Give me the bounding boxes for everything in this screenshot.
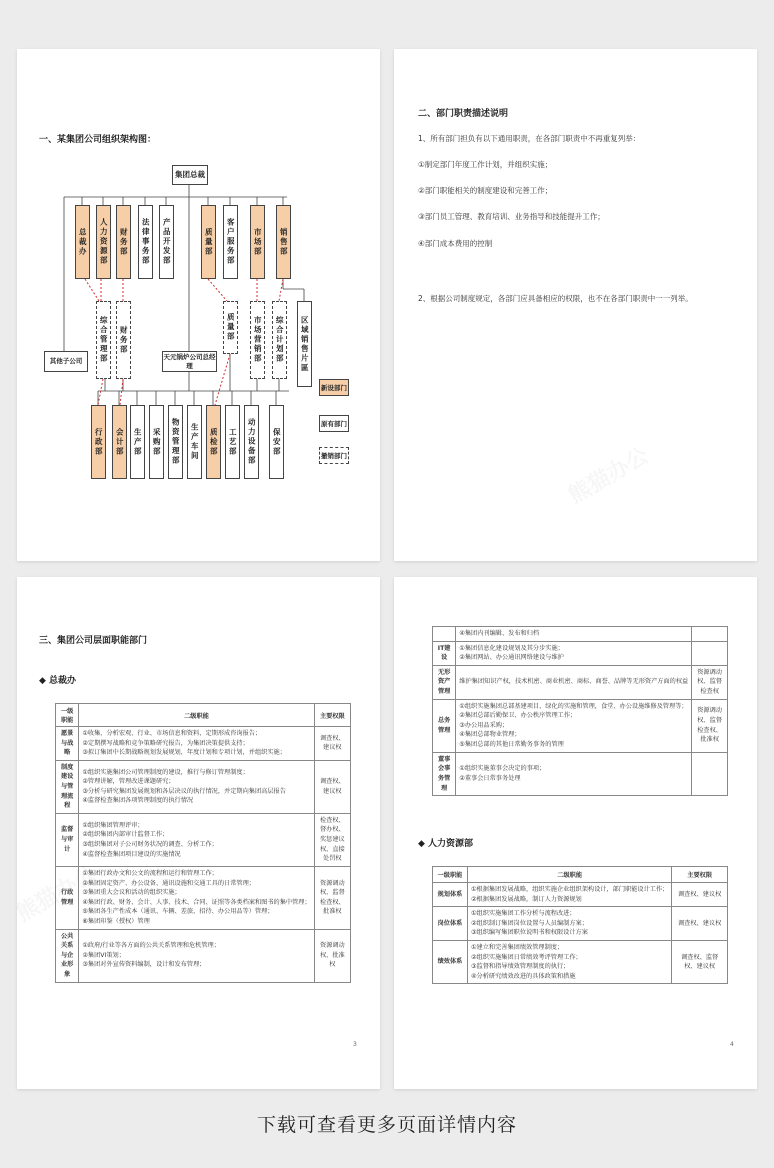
body-line: ④部门成本费用的控制 [418,239,493,248]
org-box-general-mgmt: 综合管理部 [96,301,111,379]
subsection-title: ◆ 总裁办 [39,676,77,686]
table-row [56,760,351,813]
primary-function-cell: 监督与审计 [56,813,79,866]
page-number: 4 [730,1041,734,1048]
document-page-1 [17,49,380,561]
secondary-function-cell [79,760,314,813]
function-item: ④集团内刊编辑、发布和归档 [459,630,540,637]
secondary-function-cell [79,929,314,982]
function-item: ①集团行政办文和公文的流程和运行和管理工作； [82,869,218,877]
authority-cell: 调查权、建议权 [672,907,728,941]
org-box-planning: 综合计划部 [272,301,287,379]
authority-cell: 资源调动权、批准权 [314,929,350,982]
org-box-power-equipment: 动力设备部 [244,405,259,479]
authority-cell: 资源调动权、监督检查权、批准权 [314,866,350,929]
org-box-product-dev: 产品开发部 [159,205,174,279]
body-line: ③部门员工管理、教育培训、业务指导和技能提升工作； [418,212,605,221]
body-line: ①制定部门年度工作计划，并组织实施； [418,160,553,169]
function-item: ④监督检查集团项目建设的实施情况 [82,850,181,858]
function-item: ①政府/行业等各方面的公共关系管理和危机管理； [82,942,220,950]
table-row [433,641,728,665]
primary-function-cell: 岗位体系 [433,907,468,941]
download-prompt[interactable]: 下载可查看更多页面详情内容 [256,1114,517,1136]
org-box-accounting: 会计部 [112,405,127,479]
org-box-process: 工艺部 [225,405,240,479]
function-item: ③集团重大会议和活动的组织实施； [82,889,181,897]
primary-function-cell: 公共关系与企业形象 [56,929,79,982]
primary-function-cell: 绩效体系 [433,941,468,984]
table-row [56,727,351,761]
table-header: 一级职能 [56,704,79,727]
duties-table-president-office [55,703,351,983]
org-box-other-subsidiaries: 其他子公司 [44,351,88,372]
function-item: ②集团总部后勤保卫、办公秩序管理工作； [459,712,577,720]
org-box-inspection: 质检部 [206,405,221,479]
duties-table-hr [432,866,728,984]
body-line: 2、根据公司制度规定，各部门应具备相应的权限，也不在各部门职责中一一列举。 [418,294,693,303]
table-row [433,941,728,984]
org-box-security: 保安部 [269,405,284,479]
org-box-quality: 质量部 [201,205,216,279]
org-box-admin: 行政部 [91,405,106,479]
function-item: ①建立和完善集团绩效管理制度； [470,944,564,952]
authority-cell: 资源调动权、监督检查权、批准权 [692,699,728,752]
function-item: ②定期撰写战略和竞争策略研究报告，为集团决策提供支持； [82,739,249,747]
table-row [433,665,728,699]
table-row [433,907,728,941]
table-header: 主要权限 [672,867,728,883]
authority-cell: 调查权、建议权 [672,883,728,907]
function-item: ①组织实施董事会决定的事项； [459,765,546,773]
org-box-purchasing: 采购部 [149,405,164,479]
primary-function-cell: 董事会事务管理 [433,752,456,795]
primary-function-cell: IT建设 [433,641,456,665]
function-item: ②组织实施集团日常绩效考评管理工作； [470,953,582,961]
function-item: ③办公用品采购； [459,721,509,729]
authority-cell [692,627,728,642]
secondary-function-cell [79,866,314,929]
table-row [56,929,351,982]
org-box-production: 生产部 [130,405,145,479]
primary-function-cell: 规划体系 [433,883,468,907]
page-title: 一、某集团公司组织架构图： [39,135,157,145]
secondary-function-cell [467,907,671,941]
function-item: ③分析与研究集团发展规划和各层决议的执行情况，并定期向集团高层报告 [82,787,286,795]
function-item: ②组织制订集团岗位设置与人员编制方案； [470,919,588,927]
function-item: ②管理讲解，管理改进课题研究； [82,778,175,786]
org-box-materials: 物资管理部 [168,405,183,479]
legend-new: 新设部门 [319,379,349,396]
table-header: 二级职能 [467,867,671,883]
authority-cell: 检查权、督办权、奖惩建议权、直接处罚权 [314,813,350,866]
function-item: ③组织集团对子公司财务状况的调查、分析工作； [82,840,218,848]
body-line: 1、所有部门担负有以下通用职责，在各部门职责中不再重复列举： [418,134,641,143]
function-item: ①收集、分析宏观、行业、市场信息和资料，定期形成咨询报告； [82,730,262,737]
function-item: 维护集团知识产权，技术机密、商业机密、商标、商誉、品牌等无形资产方面的权益 [459,678,689,686]
org-box-hr: 人力资源部 [96,205,111,279]
secondary-function-cell [456,752,692,795]
authority-cell: 调查权、监督权、建议权 [672,941,728,984]
org-box-customer-service: 客户服务部 [223,205,238,279]
table-row [433,627,728,642]
subsection-title: ◆ 人力资源部 [418,839,474,849]
function-item: ②集团固定资产、办公设备、通讯设施和交通工具的日常管理； [82,879,255,887]
authority-cell: 调查权、建议权 [314,727,350,761]
org-box-finance: 财务部 [116,205,131,279]
secondary-function-cell [456,699,692,752]
function-item: ⑥集团印鉴（授权）管理 [82,917,150,925]
org-box-region-sales: 区域销售片區 [297,301,312,387]
body-line: ②部门职能相关的制度建设和完善工作； [418,186,553,195]
function-item: ②集团VI策划； [82,951,125,959]
function-item: ①组织实施集团工作分析与流程改进； [470,910,576,918]
function-item: ②集团网站、办公通讯网络建设与维护 [459,654,564,662]
function-item: ②根据集团发展战略，制订人力资源规划 [470,895,582,903]
authority-cell [692,752,728,795]
primary-function-cell: 总务管理 [433,699,456,752]
document-page-3 [17,577,380,1089]
function-item: ①集团信息化建设规划及其分步实施； [459,644,564,652]
org-box-workshop: 生产车间 [187,405,202,479]
function-item: ④集团总部物业管理； [459,731,521,739]
org-chart [17,49,380,561]
table-row [56,813,351,866]
legend-existing: 原有部门 [319,415,349,432]
section-title: 三、集团公司层面职能部门 [39,636,148,646]
org-box-finance-dept: 财务部 [116,301,131,379]
org-box-marketing-sales: 市场营销部 [250,301,265,379]
function-item: ③拟订集团中长期战略规划发展规划，年度计划和专项计划，并组织实施； [82,749,286,757]
org-box-marketing: 市场部 [250,205,265,279]
function-item: ①组织实施集团总部基建项目、绿化的实施和管理，食堂、办公设施维修及管理等； [459,702,688,710]
table-row [56,866,351,929]
table-row [433,883,728,907]
function-item: ③组织编写集团职位说明书和权限设计方案 [470,929,588,937]
function-item: ③集团对外宣传资料编制，设计和发布管理； [82,961,206,969]
page-number: 3 [353,1041,357,1048]
authority-cell: 调查权、建议权 [314,760,350,813]
secondary-function-cell [467,883,671,907]
secondary-function-cell [79,813,314,866]
secondary-function-cell [456,665,692,699]
org-box-quality-dept: 质量部 [223,301,238,354]
authority-cell: 资源调动权、监督检查权 [692,665,728,699]
function-item: ②董事会日常事务处理 [459,774,521,782]
function-item: ④监督检查集团各项管理制度的执行情况 [82,797,194,805]
org-box-sales: 销售部 [276,205,291,279]
primary-function-cell: 愿景与战略 [56,727,79,761]
table-header: 一级职能 [433,867,468,883]
watermark [562,439,654,510]
org-box-president-office: 总裁办 [75,205,90,279]
org-box-boiler-gm: 天元锅炉公司总经理 [162,351,217,372]
document-page-4 [394,577,757,1089]
function-item: ⑤集团各生产性成本（通讯、车辆、差旅、招待、办公用品等）管理； [82,908,274,916]
table-row [433,752,728,795]
function-item: ④集团行政、财务、会计、人事、技术、合同、证照等各类档案和图书的集中管理； [82,898,311,906]
primary-function-cell: 无形资产管理 [433,665,456,699]
table-header: 二级职能 [79,704,314,727]
table-row [433,699,728,752]
function-item: ⑤集团总部的其他日常勤务事务的管理 [459,741,564,749]
secondary-function-cell [456,641,692,665]
secondary-function-cell [467,941,671,984]
function-item: ①组织实施集团公司管理制度的建设，推行与修订管理制度； [82,768,249,776]
secondary-function-cell [456,627,692,642]
primary-function-cell: 行政管理 [56,866,79,929]
table-header: 主要权限 [314,704,350,727]
primary-function-cell: 制度建设与管理流程 [56,760,79,813]
secondary-function-cell [79,727,314,761]
function-item: ①根据集团发展战略，组织实施企业组织架构设计，部门职能设计工作； [470,886,669,893]
org-chart-lines [17,49,380,561]
function-item: ③监督和指导绩效管理制度的执行； [470,963,570,971]
function-item: ②组织集团内部审计监督工作； [82,831,169,839]
authority-cell [692,641,728,665]
document-page-2 [394,49,757,561]
org-box-legal: 法律事务部 [138,205,153,279]
primary-function-cell [433,627,456,642]
org-box-group-president: 集团总裁 [172,165,208,185]
function-item: ①组织集团管理评审； [82,821,144,829]
legend-removed: 撤销部门 [319,447,349,464]
function-item: ④分析研究绩效改进的具体政策和措施 [470,972,576,980]
duties-table-continued [432,626,728,796]
page-title: 二、部门职责描述说明 [418,109,509,119]
